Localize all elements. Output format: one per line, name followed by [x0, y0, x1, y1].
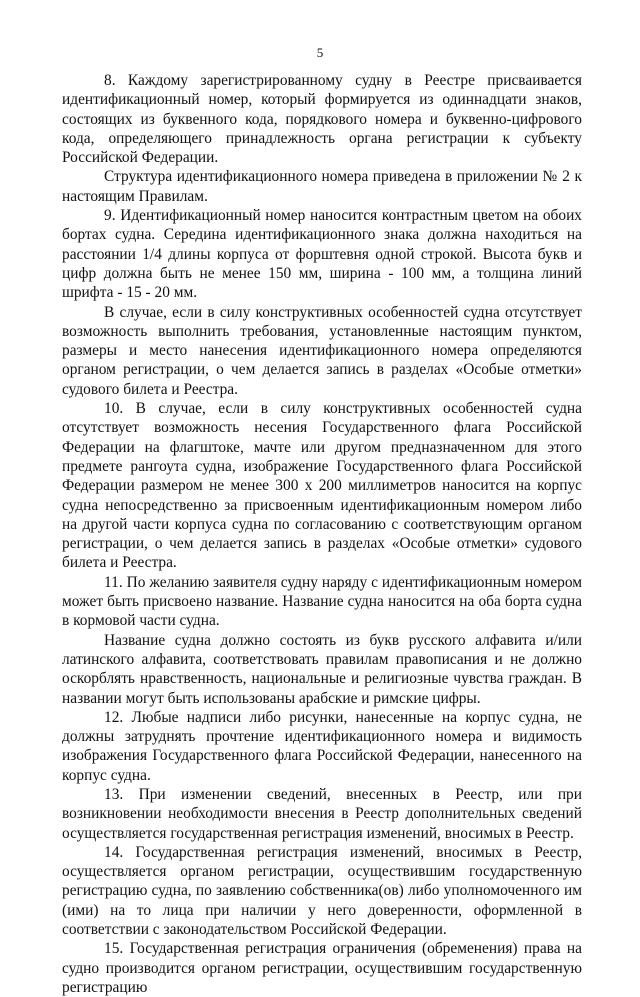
paragraph-8-appendix-note: Структура идентификационного номера приведена в приложении № 2 к настоящим Правилам.	[62, 168, 582, 205]
document-body	[62, 71, 582, 997]
paragraph-12: 12. Любые надписи либо рисунки, нанесенные на корпус судна, не должны затруднять прочтение идентификационного номера и видимость изображения Государственного флага Российской Федерации, нанесенного на корпус судна.	[62, 708, 582, 784]
paragraph-9: 9. Идентификационный номер наносится контрастным цветом на обоих бортах судна. Середина идентификационного знака должна находиться на расстоянии 1/4 длины корпуса от форштевня одной строкой. Высота букв и цифр должна быть не менее 150 мм, ширина - 100 мм, а толщина линий шрифта - 15 - 20 мм.	[62, 207, 582, 302]
paragraph-13: 13. При изменении сведений, внесенных в Реестр, или при возникновении необходимости внесения в Реестр дополнительных сведений осуществляется государственная регистрация изменений, вносимых в Реестр.	[62, 785, 582, 842]
paragraph-11: 11. По желанию заявителя судну наряду с идентификационным номером может быть присвоено название. Название судна наносится на оба борта судна в кормовой части судна.	[62, 573, 582, 630]
page-number: 5	[316, 45, 324, 60]
paragraph-10: 10. В случае, если в силу конструктивных особенностей судна отсутствует возможность несения Государственного флага Российской Федерации на флагштоке, мачте или другом предназначенном для этого предмете рангоута судна, изображение Государственного флага Российской Федерации размером не менее 300 х 200 миллиметров наносится на корпус судна непосредственно за присвоенным идентификационным номером либо на другой части корпуса судна по согласованию с соответствующим органом регистрации, о чем делается запись в разделах «Особые отметки» судового билета и Реестра.	[62, 400, 582, 572]
paragraph-11-name-rules: Название судна должно состоять из букв русского алфавита и/или латинского алфавита, соответствовать правилам правописания и не должно оскорблять нравственность, национальные и религиозные чувства граждан. В названии могут быть использованы арабские и римские цифры.	[62, 631, 582, 707]
paragraph-14: 14. Государственная регистрация изменений, вносимых в Реестр, осуществляется органом регистрации, осуществившим государственную регистрацию судна, по заявлению собственника(ов) либо уполномоченного им (ими) на то лица при наличии у него доверенности, оформленной в соответствии с законодательством Российской Федерации.	[62, 843, 582, 939]
paragraph-9-exception: В случае, если в силу конструктивных особенностей судна отсутствует возможность выполнить требования, установленные настоящим пунктом, размеры и место нанесения идентификационного номера определяются органом регистрации, о чем делается запись в разделах «Особые отметки» судового билета и Реестра.	[62, 303, 582, 398]
paragraph-8: 8. Каждому зарегистрированному судну в Реестре присваивается идентификационный номер, который формируется из одиннадцати знаков, состоящих из буквенного кода, порядкового номера и буквенно-цифрового кода, определяющего принадлежность органа регистрации к субъекту Российской Федерации.	[62, 72, 582, 167]
paragraph-15: 15. Государственная регистрация ограничения (обременения) права на судно производится органом регистрации, осуществившим государственную регистрацию	[62, 940, 582, 996]
